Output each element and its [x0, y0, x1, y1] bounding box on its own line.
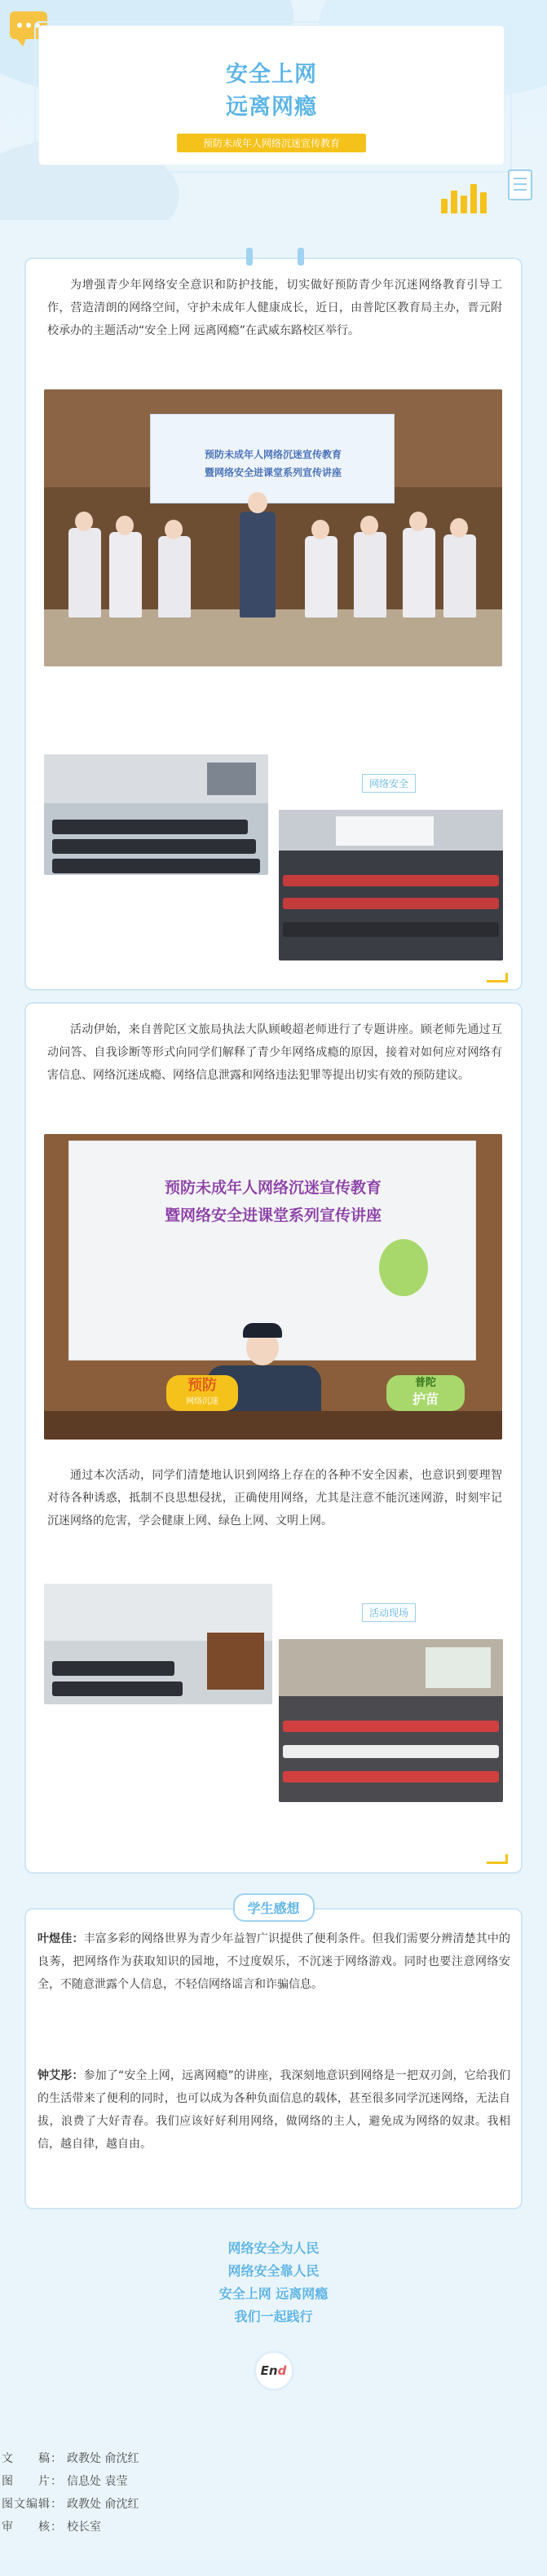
slogan-line: 安全上网 远离网瘾 — [218, 2286, 329, 2301]
feeling-author: 叶煜佳： — [37, 1932, 84, 1945]
photo-label: 活动现场 — [362, 1603, 416, 1622]
feelings-tag: 学生感想 — [232, 1893, 314, 1922]
feeling-text: 参加了“安全上网，远离网瘾”的讲座，我深刻地意识到网络是一把双刃剑，它给我们的生活带来了便利的同时，也可以成为各种负面信息的载体，甚至很多同学沉迷网络，无法自拔，浪费了大好青春。我们应该好好利用网络，做网络的主人，避免成为网络的奴隶。我相信，越自律，越自由。 — [37, 2069, 510, 2151]
sign-guard: 普陀 护苗 — [386, 1375, 465, 1411]
speaker-photo — [44, 1134, 502, 1440]
banner-text-line2: 暨网络安全进课堂系列宣传讲座 — [204, 467, 342, 478]
credit-row: 图文编辑： 政教处 俞沈红 — [2, 2498, 139, 2511]
end-badge: End — [256, 2353, 292, 2389]
card-pin — [298, 248, 304, 266]
credits — [0, 2447, 547, 2539]
summary-paragraph: 通过本次活动，同学们清楚地认识到网络上存在的各种不安全因素，也意识到要理智对待各种诱惑，抵制不良思想侵扰，正确使用网络，尤其是注意不能沉迷网游，时刻牢记沉迷网络的危害，学会健康上网、绿色上网、文明上网。 — [47, 1469, 502, 1528]
footer-strip — [0, 2558, 547, 2576]
decor-corner — [487, 973, 508, 982]
title-card — [39, 26, 504, 165]
intro-paragraph: 为增强青少年网络安全意识和防护技能，切实做好预防青少年沉迷网络教育引导工作，营造清朗的网络空间，守护未成年人健康成长，近日，由普陀区教育局主办，晋元附校承办的主题活动“安全上网 远离网瘾”在武威东路校区举行。 — [47, 279, 502, 337]
feeling-text: 丰富多彩的网络世界为青少年益智广识提供了便利条件。但我们需要分辨清楚其中的良莠，把网络作为获取知识的园地，不过度娱乐，不沉迷于网络游戏。同时也要注意网络安全，不随意泄露个人信息，不轻信网络谣言和诈骗信息。 — [37, 1932, 511, 1991]
photo-label: 网络安全 — [362, 774, 416, 793]
feeling-item — [37, 2064, 510, 2156]
audience-photo — [279, 810, 503, 961]
mascot — [379, 1239, 428, 1296]
intro-card — [24, 257, 523, 991]
slogans — [0, 2237, 547, 2328]
banner-text-line2: 暨网络安全进课堂系列宣传讲座 — [164, 1207, 382, 1224]
sign-prevent: 预防 网络沉迷 — [166, 1375, 238, 1411]
event-banner — [150, 414, 395, 503]
slogan-line: 我们一起践行 — [234, 2309, 313, 2324]
interaction-photo — [44, 1584, 272, 1704]
slogan-line: 网络安全为人民 — [227, 2240, 320, 2256]
credit-row: 文 稿： 政教处 俞沈红 — [2, 2452, 139, 2465]
decor-corner — [487, 1854, 508, 1864]
notepad-icon — [508, 169, 532, 200]
banner-text-line1: 预防未成年人网络沉迷宣传教育 — [204, 449, 342, 460]
header — [0, 0, 547, 220]
lecture-hall-photo — [44, 754, 268, 875]
feeling-author: 钟艾彤： — [37, 2069, 84, 2082]
feeling-item — [37, 1928, 510, 1996]
credit-row: 审 核： 校长室 — [2, 2521, 101, 2534]
subtitle-tag: 预防未成年人网络沉迷宣传教育 — [177, 134, 366, 152]
page-title-line2: 远离网瘾 — [226, 95, 317, 120]
activity-card — [24, 1002, 523, 1874]
slogan-line: 网络安全靠人民 — [227, 2263, 320, 2279]
lecture-paragraph: 活动伊始，来自普陀区文旅局执法大队顾峻超老师进行了专题讲座。顾老师先通过互动问答、自我诊断等形式向同学们解释了青少年网络成瘾的原因，接着对如何应对网络有害信息、网络沉迷成瘾、网络信息泄露和网络违法犯罪等提出切实有效的预防建议。 — [47, 1023, 502, 1082]
feelings-card — [24, 1901, 523, 2209]
group-photo — [44, 389, 502, 666]
card-pin — [246, 248, 253, 266]
classroom-photo — [279, 1639, 503, 1802]
credit-row: 图 片： 信息处 袁莹 — [2, 2475, 128, 2488]
page-title-line1: 安全上网 — [226, 62, 317, 87]
bar-chart-icon — [441, 181, 498, 213]
banner-text-line1: 预防未成年人网络沉迷宣传教育 — [164, 1179, 382, 1197]
